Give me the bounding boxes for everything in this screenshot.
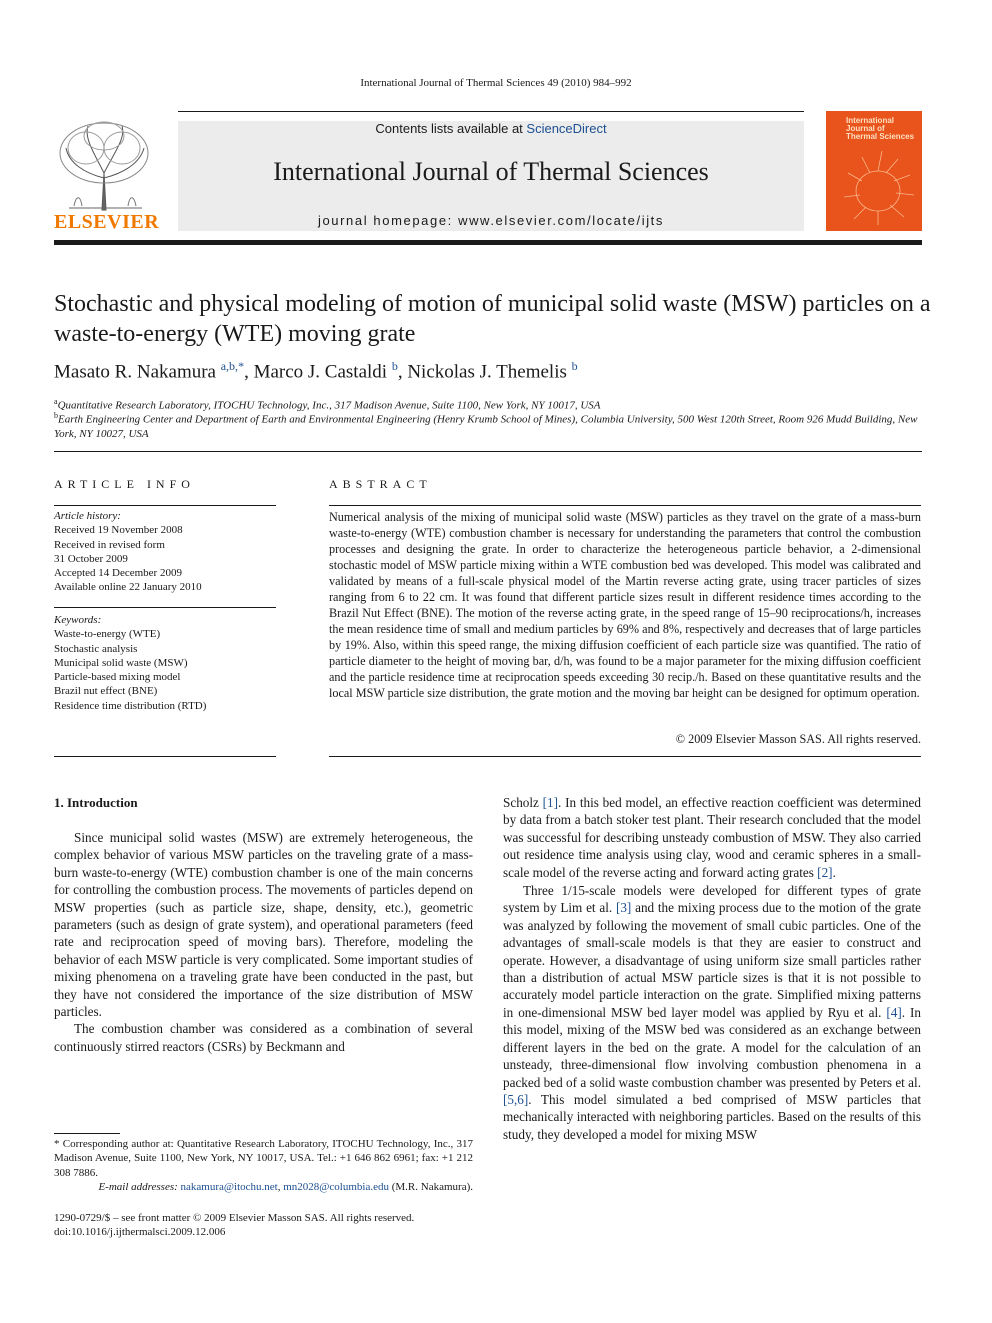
text-span: . In this model, mixing of the MSW bed was considered as an exchange between different layers in the bed on the grate. A model for the calculation of an unsteady, three-dimensional flow involving combustion phenomena in a packed bed of a solid waste combustion chamber was presented by Peters et al. bbox=[503, 1004, 921, 1090]
author-separator: , bbox=[244, 361, 254, 383]
intro-left-column bbox=[54, 829, 473, 1055]
email-line bbox=[54, 1180, 473, 1194]
footnote-text: * Corresponding author at: Quantitative Research Laboratory, ITOCHU Technology, Inc., 317 Madison Avenue, Suite 1100, New York, NY 10017, USA. Tel.: +1 646 862 6961; fax: +1 212 308 7886. bbox=[54, 1138, 473, 1179]
author-affil-mark[interactable]: b bbox=[571, 359, 578, 373]
keywords-rule bbox=[54, 607, 276, 608]
affiliation-text: Quantitative Research Laboratory, ITOCHU Technology, Inc., 317 Madison Avenue, Suite 1100, New York, NY 10017, USA bbox=[57, 399, 601, 412]
contents-prefix: Contents lists available at bbox=[375, 121, 527, 136]
author-list bbox=[54, 359, 934, 383]
intro-paragraph: Since municipal solid wastes (MSW) are extremely heterogeneous, the complex behavior of various MSW particles on the traveling grate of a mass-burn waste-to-energy (WTE) combustion chamber is one of the main concerns for controlling the combustion process. The movements of particles depend on MSW properties (such as particle size, shape, density, etc.), geometric parameters (such as design of grate system), and operational parameters (feed rate and reciprocation speed of moving bars). Therefore, modeling the behavior of each MSW particle is very complicated. Some important studies of mixing phenomena on a traveling grate have been conducted in the past, but they have not considered the importance of the size distribution of MSW particles. bbox=[54, 830, 473, 1020]
cover-title: International Journal of Thermal Sciences bbox=[846, 116, 915, 141]
footnote-rule bbox=[54, 1133, 120, 1134]
keyword-item: Particle-based mixing model bbox=[54, 671, 181, 684]
email-link[interactable]: mn2028@columbia.edu bbox=[283, 1180, 389, 1193]
citation-link[interactable]: [3] bbox=[615, 900, 632, 916]
author-affil-mark[interactable]: a,b, bbox=[220, 359, 239, 373]
keyword-item: Municipal solid waste (MSW) bbox=[54, 656, 188, 669]
keyword-item: Waste-to-energy (WTE) bbox=[54, 628, 161, 641]
corresponding-author-mark[interactable]: * bbox=[238, 359, 245, 373]
journal-citation: International Journal of Thermal Sciences 49 (2010) 984–992 bbox=[360, 77, 632, 89]
article-info-bottom-rule bbox=[54, 756, 276, 757]
citation-link[interactable]: [1] bbox=[542, 795, 559, 810]
text-span: . In this bed model, an effective reaction coefficient was determined by data from a batch stoker test plant. Their research concluded that the model was successful for describing unsteady combustion of MSW. They also carried out residence time analysis using clay, wood and ceramic spheres in a small-scale model of the reverse acting and forward acting grates bbox=[503, 795, 921, 880]
doi-line[interactable]: doi:10.1016/j.ijthermalsci.2009.12.006 bbox=[54, 1226, 226, 1239]
text-span: and the mixing process due to the motion of the grate was analyzed by following the movement of small cubic particles. One of the advantages of small-scale models is that they are easier to construct and operate. However, a disadvantage of using uniform size small particles rather than a distribution of actual MSW particle sizes is that it is not possible to accurately model particle interaction on the grate. Simplified mixing patterns in one-dimensional MSW bed layer model was applied by Ryu et al. bbox=[503, 900, 921, 1020]
issn-line: 1290-0729/$ – see front matter © 2009 Elsevier Masson SAS. All rights reserved. bbox=[54, 1212, 415, 1224]
section-heading-introduction: 1. Introduction bbox=[54, 795, 138, 810]
affiliation-mark: a bbox=[54, 397, 58, 406]
author-name: Nickolas J. Themelis bbox=[407, 361, 567, 383]
contents-line bbox=[178, 121, 804, 136]
affiliation-text: Earth Engineering Center and Department of Earth and Environmental Engineering (Henry Krumb School of Mines), Columbia University, 500 West 120th Street, Room 926 Mudd Building, New York, NY 10027, USA bbox=[54, 413, 918, 440]
journal-homepage[interactable]: journal homepage: www.elsevier.com/locate/ijts bbox=[317, 213, 664, 228]
keyword-item: Stochastic analysis bbox=[54, 642, 138, 655]
affiliation-mark: b bbox=[54, 411, 58, 420]
text-span: . bbox=[832, 864, 836, 880]
email-label: E-mail addresses: bbox=[98, 1180, 181, 1193]
author-name: Marco J. Castaldi bbox=[253, 361, 388, 383]
history-item: 31 October 2009 bbox=[54, 552, 128, 565]
citation-link[interactable]: [5,6] bbox=[503, 1091, 529, 1107]
intro-right-column bbox=[503, 794, 921, 1143]
abstract-bottom-rule bbox=[329, 756, 921, 757]
keywords-label: Keywords: bbox=[54, 614, 102, 626]
journal-name: International Journal of Thermal Sciences bbox=[273, 157, 709, 186]
history-item: Available online 22 January 2010 bbox=[54, 581, 202, 594]
intro-paragraph bbox=[503, 794, 921, 881]
citation-link[interactable]: [4] bbox=[886, 1004, 902, 1020]
title-block-rule bbox=[54, 451, 922, 452]
journal-cover-image bbox=[826, 111, 922, 231]
masthead-top-rule bbox=[178, 111, 804, 112]
paper-title: Stochastic and physical modeling of motion of municipal solid waste (MSW) particles on a waste-to-energy (WTE) moving grate bbox=[54, 291, 931, 347]
article-info-rule bbox=[54, 505, 276, 506]
article-history bbox=[54, 509, 276, 595]
affiliation-b bbox=[54, 409, 934, 441]
text-span: Three 1/15-scale models were developed for different types of grate system by Lim et al. bbox=[503, 883, 921, 916]
history-item: Accepted 14 December 2009 bbox=[54, 567, 182, 580]
publisher-wordmark: ELSEVIER bbox=[54, 211, 160, 233]
history-label: Article history: bbox=[54, 510, 121, 522]
corresponding-author-footnote bbox=[54, 1137, 473, 1194]
keyword-item: Residence time distribution (RTD) bbox=[54, 699, 207, 712]
text-span: Scholz bbox=[503, 795, 543, 810]
citation-link[interactable]: [2] bbox=[817, 864, 833, 880]
keyword-item: Brazil nut effect (BNE) bbox=[54, 685, 158, 698]
email-link[interactable]: nakamura@itochu.net bbox=[180, 1180, 278, 1193]
author-affil-mark[interactable]: b bbox=[391, 359, 398, 373]
intro-paragraph bbox=[503, 882, 921, 1143]
abstract-rule bbox=[329, 505, 921, 506]
email-owner: (M.R. Nakamura). bbox=[388, 1180, 473, 1193]
text-span: . This model simulated a bed comprised of MSW particles that mechanically interacted with neighboring particles. Based on the results of this study, they developed a model for mixing MSW bbox=[503, 1091, 921, 1142]
article-info-heading: ARTICLE INFO bbox=[54, 477, 195, 491]
history-item: Received in revised form bbox=[54, 538, 165, 551]
author-name: Masato R. Nakamura bbox=[54, 361, 216, 383]
intro-paragraph: The combustion chamber was considered as a combination of several continuously stirred reactors (CSRs) by Beckmann and bbox=[54, 1021, 473, 1054]
sciencedirect-link[interactable]: ScienceDirect bbox=[526, 121, 607, 136]
abstract-heading: ABSTRACT bbox=[329, 477, 432, 491]
history-item: Received 19 November 2008 bbox=[54, 524, 183, 537]
abstract-text: Numerical analysis of the mixing of municipal solid waste (MSW) particles as they travel on the grate of a mass-burn waste-to-energy (WTE) combustion chamber is necessary for understanding the parameters that control the combustion processes and designing the grate. In order to characterize the heterogeneous particle behavior, a 2-dimensional stochastic model of MSW particle mixing within a WTE combustion bed was developed. This model was calibrated and validated by means of a full-scale physical model of the Martin reverse acting grate, using tracer particles of sizes ranging from 6 to 22 cm. It was found that different particle sizes result in different residence times according to the Brazil Nut Effect (BNE). The motion of the reverse acting grate, in the speed range of 15–90 reciprocations/h, increases the mean residence time of small and medium particles by 69% and 8%, respectively and decreases that of large particles by 19%. Also, within this speed range, the mixing diffusion coefficient of each particle size was quantified. The ratio of particle diameter to the height of moving bar, d/h, was found to be a major parameter for the mixing diffusion coefficient and the particle residence time at reciprocation speeds exceeding 30 recip./h. Based on these quantitative results and the local MSW particle size distribution, the grate motion and the moving bar height can be designed for optimum operation. bbox=[329, 510, 921, 700]
email-separator: , bbox=[277, 1180, 284, 1193]
header-thick-rule bbox=[54, 240, 922, 245]
keywords-block bbox=[54, 613, 276, 713]
author-separator: , bbox=[397, 361, 408, 383]
front-matter bbox=[54, 1211, 473, 1240]
abstract-copyright: © 2009 Elsevier Masson SAS. All rights reserved. bbox=[675, 732, 921, 746]
